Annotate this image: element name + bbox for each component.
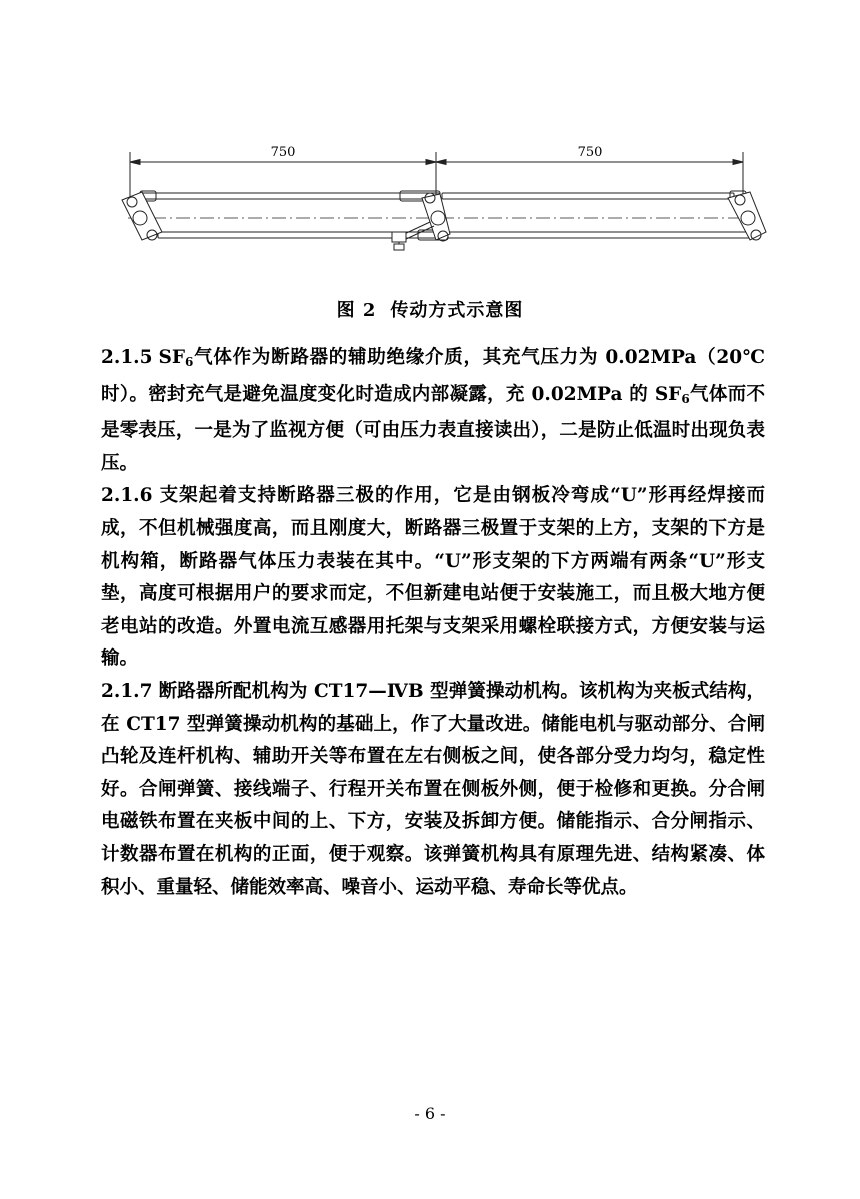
arrow-head [436,160,446,165]
pivot-hub [133,211,147,225]
page-number: - 6 - [414,1104,446,1123]
upper-rod-right [442,193,734,199]
arrow-head [733,160,743,165]
paragraph-text: 支架起着支持断路器三极的作用，它是由钢板冷弯成“U”形再经焊接而成，不但机械强度高，而且刚度大，断路器三极置于支架的上方，支架的下方是机构箱，断路器气体压力表装在其中。“U”形支架的下方两端有两条“U”形支垫，高度可根据用户的要求而定，不但新建电站便于安装施工，而且极大地方便老电站的改造。外置电流互感器用托架与支架采用螺栓联接方式，方便安装与运输。 [101,485,765,670]
dimension-label-right: 750 [577,145,603,160]
paragraph-text: 气体作为断路器的辅助绝缘介质，其充气压力为 0.02MPa（20℃时）。密封充气是避免温度变化时造成内部凝露，充 0.02MPa 的 SF [101,347,765,405]
figure-caption-title: 传动方式示意图 [390,300,524,321]
section-number: 2.1.7 [101,680,153,702]
dimension-label-left: 750 [270,145,296,160]
mechanism-stub [394,244,404,250]
arrow-head [130,160,140,165]
drive-block [392,232,406,242]
paragraph-text: 断路器所配机构为 CT17—ⅣB 型弹簧操动机构。该机构为夹板式结构，在 CT17 型弹簧操动机构的基础上，作了大量改进。储能电机与驱动部分、合闸凸轮及连杆机构、辅助开关等布置在左右侧板之间，使各部分受力均匀，稳定性好。合闸弹簧、接线端子、行程开关布置在侧板外侧，便于检修和更换。分合闸电磁铁布置在夹板中间的上、下方，安装及拆卸方便。储能指示、合分闸指示、计数器布置在机构的正面，便于观察。该弹簧机构具有原理先进、结构紧凑、体积小、重量轻、储能效率高、噪音小、运动平稳、寿命长等优点。 [101,680,765,898]
pivot-hub [741,211,755,225]
arrow-head [426,160,436,165]
subscript: 6 [681,391,690,406]
linkage-drawing [100,140,780,270]
paragraph-2-1-7 [101,676,765,904]
upper-rod-left [140,193,440,199]
section-number: 2.1.5 [101,347,153,368]
transmission-diagram [100,140,780,270]
paragraph-2-1-6 [101,480,765,676]
pivot-hub [431,211,445,225]
section-number: 2.1.6 [101,485,153,507]
gas-formula: SF [158,347,185,368]
subscript: 6 [185,355,194,369]
lower-rod-right [448,232,750,238]
figure-caption [0,296,860,322]
body-text [101,342,765,904]
paragraph-2-1-5 [101,342,765,480]
figure-caption-label: 图 2 [336,300,377,321]
paragraph-text-tail: 气体而不是零表压，一是为了监视方便（可由压力表直接读出），二是防止低温时出现负表压。 [101,383,765,474]
